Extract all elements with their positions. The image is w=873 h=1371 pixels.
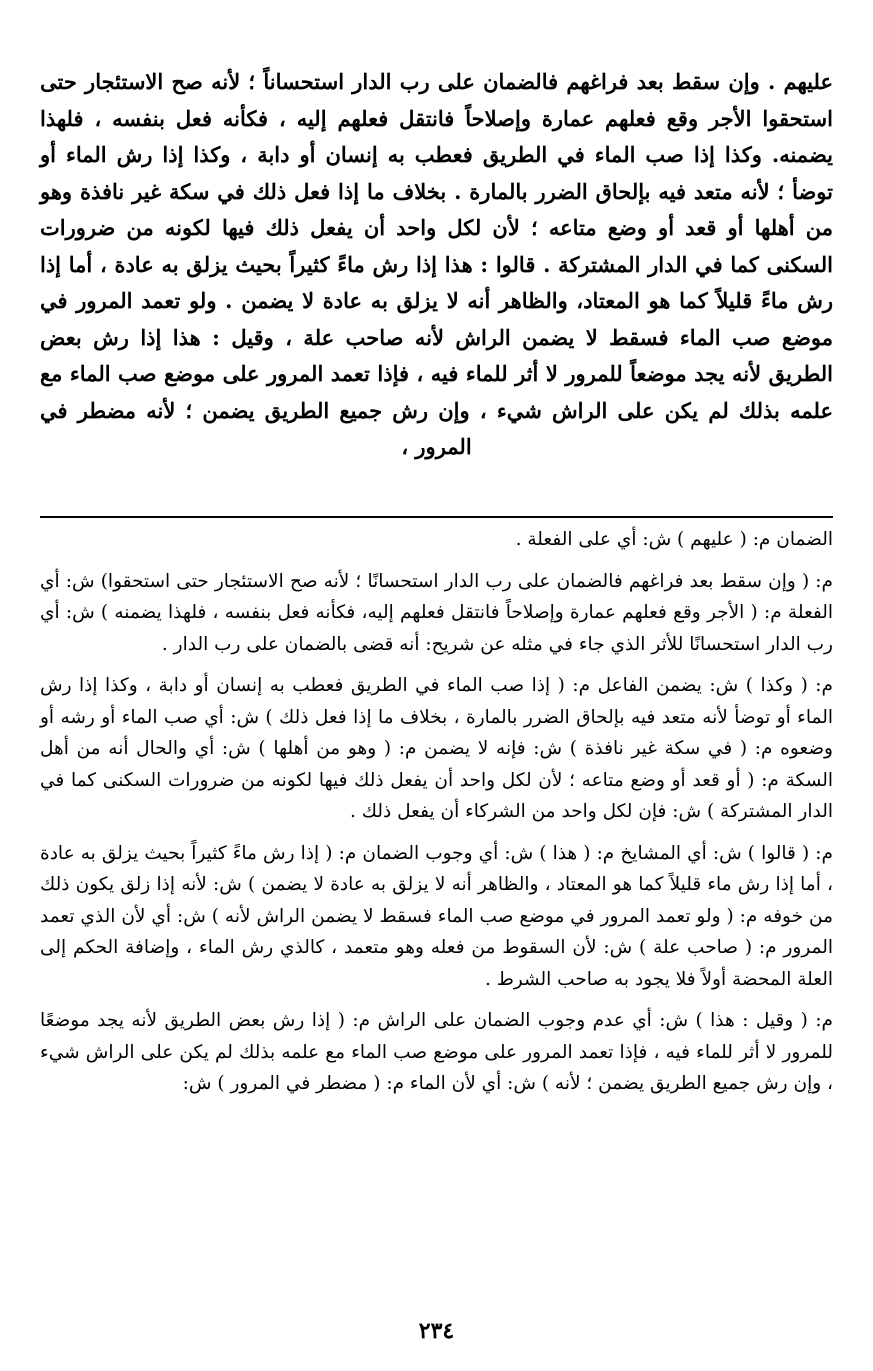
commentary-paragraph: م: ( وإن سقط بعد فراغهم فالضمان على رب الدار استحسانًا ؛ لأنه صح الاستئجار حتى استحقوا) ش: أي الفعلة م: ( الأجر وقع فعلهم عمارة وإصلاحاً فانتقل فعلهم إليه، فكأنه فعل بنفسه ، فلهذا يضمنه ) ش: أي رب الدار استحسانًا للأثر الذي جاء في مثله عن شريح: أنه قضى بالضمان على رب الدار . <box>40 570 833 655</box>
commentary-paragraph: الضمان م: ( عليهم ) ش: أي على الفعلة . <box>515 529 833 550</box>
section-divider <box>40 516 833 518</box>
commentary-paragraph: م: ( قالوا ) ش: أي المشايخ م: ( هذا ) ش: أي وجوب الضمان م: ( إذا رش ماءً كثيراً بحيث يزلق به عادة ، أما إذا رش ماء قليلاً كما هو المعتاد ، والظاهر أنه لا يزلق به عادة لا يضمن ) ش: لأنه إذا زلق يكون ذلك من خوفه م: ( ولو تعمد المرور في موضع صب الماء فسقط لا يضمن الراش لأنه ) ش: أي لأن الذي تعمد المرور م: ( صاحب علة ) ش: لأن السقوط من فعله وهو متعمد ، كالذي رش الماء ، وإضافة الحكم إلى العلة المحضة أولاً فلا يجود به صاحب الشرط . <box>40 842 833 990</box>
commentary-paragraph: م: ( وكذا ) ش: يضمن الفاعل م: ( إذا صب الماء في الطريق فعطب به إنسان أو دابة ، وكذا إذا رش الماء أو توضأ لأنه متعد فيه بإلحاق الضرر بالمارة ، بخلاف ما إذا فعل ذلك ) ش: أي صب الماء أو رشه أو وضعوه م: ( في سكة غير نافذة ) ش: فإنه لا يضمن م: ( وهو من أهلها ) ش: أي والحال أنه من أهل السكة م: ( أو قعد أو وضع متاعه ؛ لأن لكل واحد أن يفعل ذلك فيها لكونه من ضرورات السكنى كما في الدار المشتركة ) ش: فإن لكل واحد من الشركاء أن يفعل ذلك . <box>40 675 833 822</box>
page-number: ٢٣٤ <box>418 1318 455 1344</box>
matn-text: عليهم . وإن سقط بعد فراغهم فالضمان على رب الدار استحساناً ؛ لأنه صح الاستئجار حتى استحقوا الأجر وقع فعلهم عمارة وإصلاحاً فانتقل فعلهم إليه ، فكأنه فعل بنفسه ، فلهذا يضمنه. وكذا إذا صب الماء في الطريق فعطب به إنسان أو دابة ، وكذا إذا رش الماء أو توضأ ؛ لأنه متعد فيه بإلحاق الضرر بالمارة . بخلاف ما إذا فعل ذلك في سكة غير نافذة وهو من أهلها أو قعد أو وضع متاعه ؛ لأن لكل واحد أن يفعل ذلك فيها لكونه من ضرورات السكنى كما في الدار المشتركة . قالوا : هذا إذا رش ماءً كثيراً بحيث يزلق به عادة ، أما إذا رش ماءً قليلاً كما هو المعتاد، والظاهر أنه لا يزلق به عادة لا يضمن . ولو تعمد المرور في موضع صب الماء فسقط لا يضمن الراش لأنه صاحب علة ، وقيل : هذا إذا رش بعض الطريق لأنه يجد موضعاً للمرور لا أثر للماء فيه ، فإذا تعمد المرور على موضع صب الماء مع علمه بذلك لم يكن على الراش شيء ، وإن رش جميع الطريق يضمن ؛ لأنه مضطر في المرور ، <box>40 69 833 459</box>
commentary-paragraph: م: ( وقيل : هذا ) ش: أي عدم وجوب الضمان على الراش م: ( إذا رش بعض الطريق لأنه يجد موضعًا للمرور لا أثر للماء فيه ، فإذا تعمد المرور على موضع صب الماء مع علمه بذلك لم يكن على الراش شيء ، وإن رش جميع الطريق يضمن ؛ لأنه ) ش: أي لأن الماء م: ( مضطر في المرور ) ش: <box>40 1010 833 1094</box>
sharh-commentary <box>40 524 833 1110</box>
